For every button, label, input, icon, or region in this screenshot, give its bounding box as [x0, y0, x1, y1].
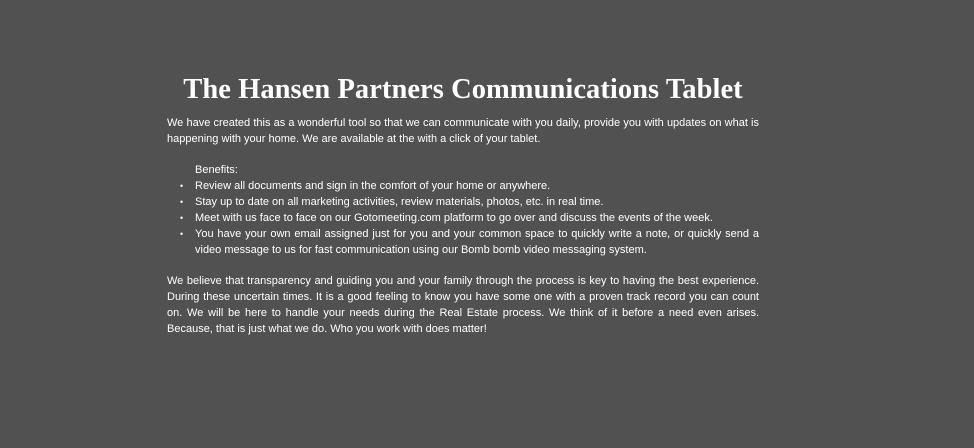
benefit-item-email — [180, 226, 759, 258]
bullet-icon: • — [180, 197, 184, 207]
benefit-item-marketing — [180, 194, 759, 210]
benefit-text: Stay up to date on all marketing activities, review materials, photos, etc. in real time. — [195, 196, 604, 208]
benefit-item-meetings — [180, 210, 759, 226]
benefits-list — [167, 178, 759, 258]
benefit-text: Review all documents and sign in the comfort of your home or anywhere. — [195, 180, 551, 192]
benefit-text: You have your own email assigned just for you and your common space to quickly write a note, or quickly send a video message to us for fast communication using our Bomb bomb video messaging system. — [195, 228, 759, 256]
main-content — [167, 72, 759, 337]
benefit-item-documents — [180, 178, 759, 194]
intro-paragraph: We have created this as a wonderful tool so that we can communicate with you daily, provide you with updates on what is happening with your home. We are available at the with a click of your tablet. — [167, 117, 759, 145]
closing-paragraph: We believe that transparency and guiding you and your family through the process is key to having the best experience. During these uncertain times. It is a good feeling to know you have some one with a proven track record you can count on. We will be here to handle your needs during the Real Estate process. We think of it before a need even arises. Because, that is just what we do. Who you work with does matter! — [167, 275, 759, 335]
benefit-text: Meet with us face to face on our Gotomeeting.com platform to go over and discuss the events of the week. — [195, 212, 713, 224]
benefits-label: Benefits: — [195, 164, 238, 176]
bullet-icon: • — [180, 181, 184, 191]
bullet-icon: • — [180, 229, 184, 239]
bullet-icon: • — [180, 213, 184, 223]
page-title: The Hansen Partners Communications Tablet — [183, 74, 743, 105]
